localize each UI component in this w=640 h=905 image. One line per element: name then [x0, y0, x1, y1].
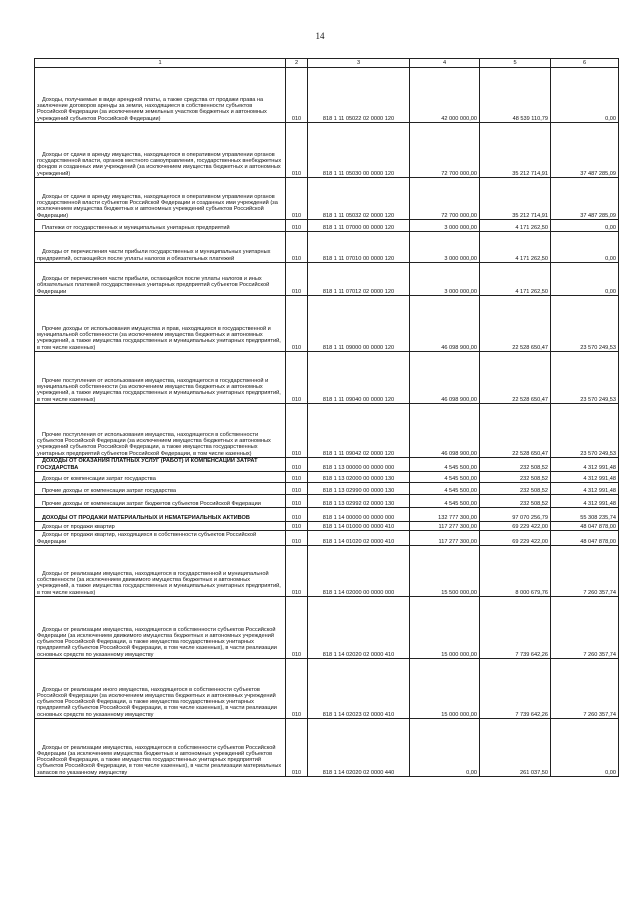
row-budget-code-cell — [308, 522, 410, 531]
row-unexecuted-cell — [551, 495, 619, 508]
row-budget-code: 818 1 11 09000 00 0000 120 — [322, 344, 395, 351]
row-line-code-cell — [286, 296, 308, 352]
row-approved: 132 777 300,00 — [438, 514, 477, 521]
row-executed-cell — [480, 719, 551, 777]
row-executed: 35 212 714,91 — [512, 212, 548, 219]
row-unexecuted-cell — [551, 68, 619, 123]
row-unexecuted: 7 260 357,74 — [583, 711, 616, 718]
row-executed: 22 528 650,47 — [512, 344, 548, 351]
row-unexecuted: 0,00 — [605, 224, 616, 231]
row-name: Доходы от реализации имущества, находящегося в собственности субъектов Российской Федерации (за исключением движимого имущества бюджетных и автономных учреждений субъектов Российской Федерации, а также имущества государственных унитарных предприятий субъектов Российской Федерации, в том числе казенных), в части реализации основных средств по указанному имуществу — [37, 626, 277, 658]
row-line-code-cell — [286, 404, 308, 458]
row-name-cell — [35, 458, 286, 472]
table-row — [35, 483, 619, 495]
row-executed: 4 171 262,50 — [515, 224, 548, 231]
row-executed-cell — [480, 178, 551, 220]
row-approved-cell — [410, 483, 480, 495]
row-unexecuted: 0,00 — [605, 255, 616, 262]
column-header: 1 — [35, 59, 286, 68]
row-line-code-cell — [286, 531, 308, 546]
table-row — [35, 178, 619, 220]
row-approved-cell — [410, 296, 480, 352]
row-budget-code: 818 1 11 05030 00 0000 120 — [322, 170, 395, 177]
row-name: Доходы от перечисления части прибыли государственных и муниципальных унитарных предприятий, остающейся после уплаты налогов и обязательных платежей — [37, 249, 271, 262]
row-approved: 46 098 900,00 — [441, 396, 477, 403]
row-name-cell — [35, 123, 286, 178]
row-line-code-cell — [286, 458, 308, 472]
row-budget-code-cell — [308, 483, 410, 495]
table-row — [35, 472, 619, 483]
row-budget-code-cell — [308, 296, 410, 352]
column-header: 6 — [551, 59, 619, 68]
row-line-code: 010 — [291, 344, 302, 351]
row-budget-code: 818 1 14 01020 02 0000 410 — [322, 538, 395, 545]
row-unexecuted-cell — [551, 719, 619, 777]
row-executed: 232 508,52 — [520, 464, 548, 471]
column-header: 4 — [410, 59, 480, 68]
row-name-cell — [35, 719, 286, 777]
row-budget-code: 818 1 13 02000 00 0000 130 — [322, 475, 395, 482]
row-unexecuted-cell — [551, 296, 619, 352]
row-unexecuted: 0,00 — [605, 769, 616, 776]
row-line-code: 010 — [291, 651, 302, 658]
column-header: 5 — [480, 59, 551, 68]
row-approved-cell — [410, 404, 480, 458]
row-approved: 4 545 500,00 — [444, 500, 477, 507]
row-name: Прочие доходы от компенсации затрат государства — [42, 487, 177, 494]
row-approved-cell — [410, 263, 480, 296]
row-unexecuted: 7 260 357,74 — [583, 651, 616, 658]
row-approved: 3 000 000,00 — [444, 288, 477, 295]
row-approved-cell — [410, 546, 480, 597]
row-line-code: 010 — [291, 475, 302, 482]
row-line-code: 010 — [291, 212, 302, 219]
row-line-code-cell — [286, 483, 308, 495]
table-row — [35, 263, 619, 296]
row-unexecuted-cell — [551, 178, 619, 220]
row-unexecuted: 37 487 285,09 — [580, 212, 616, 219]
row-line-code: 010 — [291, 396, 302, 403]
row-unexecuted: 4 312 991,48 — [583, 475, 616, 482]
row-budget-code: 818 1 14 01000 00 0000 410 — [322, 523, 395, 530]
row-executed-cell — [480, 68, 551, 123]
row-name: ДОХОДЫ ОТ ПРОДАЖИ МАТЕРИАЛЬНЫХ И НЕМАТЕРИАЛЬНЫХ АКТИВОВ — [42, 514, 250, 521]
row-line-code: 010 — [291, 711, 302, 718]
row-unexecuted: 37 487 285,09 — [580, 170, 616, 177]
row-line-code-cell — [286, 597, 308, 659]
row-approved: 117 277 300,00 — [438, 538, 477, 545]
row-budget-code: 818 1 13 00000 00 0000 000 — [322, 464, 395, 471]
row-line-code: 010 — [291, 170, 302, 177]
row-approved-cell — [410, 68, 480, 123]
row-approved-cell — [410, 659, 480, 719]
table-row — [35, 220, 619, 232]
row-unexecuted-cell — [551, 404, 619, 458]
row-unexecuted-cell — [551, 546, 619, 597]
row-unexecuted-cell — [551, 659, 619, 719]
row-approved-cell — [410, 178, 480, 220]
row-budget-code: 818 1 14 00000 00 0000 000 — [322, 514, 395, 521]
row-executed-cell — [480, 483, 551, 495]
row-name-cell — [35, 522, 286, 531]
row-budget-code-cell — [308, 123, 410, 178]
row-budget-code: 818 1 14 02000 00 0000 000 — [322, 589, 395, 596]
row-approved: 3 000 000,00 — [444, 255, 477, 262]
row-budget-code-cell — [308, 719, 410, 777]
row-name: Доходы от сдачи в аренду имущества, находящегося в оперативном управлении органов государственной власти субъектов Российской Федерации и созданных ими учреждений (за исключением имущества бюджетных и автономных учреждений субъектов Российской Федерации) — [37, 193, 278, 219]
row-executed: 48 539 110,79 — [512, 115, 548, 122]
row-line-code-cell — [286, 68, 308, 123]
row-budget-code: 818 1 11 07012 02 0000 120 — [322, 288, 395, 295]
row-approved: 72 700 000,00 — [441, 170, 477, 177]
row-line-code: 010 — [291, 589, 302, 596]
row-name-cell — [35, 404, 286, 458]
row-executed: 232 508,52 — [520, 475, 548, 482]
row-approved: 42 000 000,00 — [441, 115, 477, 122]
row-executed: 232 508,52 — [520, 500, 548, 507]
row-name-cell — [35, 659, 286, 719]
row-approved-cell — [410, 495, 480, 508]
row-budget-code-cell — [308, 597, 410, 659]
row-unexecuted: 7 260 357,74 — [583, 589, 616, 596]
row-line-code: 010 — [291, 115, 302, 122]
row-approved: 46 098 900,00 — [441, 344, 477, 351]
row-executed-cell — [480, 472, 551, 483]
row-budget-code: 818 1 14 02023 02 0000 410 — [322, 711, 395, 718]
row-name-cell — [35, 597, 286, 659]
row-line-code-cell — [286, 352, 308, 404]
row-executed-cell — [480, 546, 551, 597]
row-line-code-cell — [286, 495, 308, 508]
row-line-code: 010 — [291, 450, 302, 457]
row-approved-cell — [410, 123, 480, 178]
row-budget-code-cell — [308, 220, 410, 232]
row-line-code-cell — [286, 232, 308, 263]
row-executed: 8 000 679,76 — [515, 589, 548, 596]
table-row — [35, 546, 619, 597]
row-unexecuted-cell — [551, 483, 619, 495]
table-row — [35, 123, 619, 178]
table-row — [35, 522, 619, 531]
row-executed: 22 528 650,47 — [512, 396, 548, 403]
table-row — [35, 495, 619, 508]
row-name: Доходы от реализации имущества, находящегося в государственной и муниципальной собственности (за исключением движимого имущества бюджетных и автономных учреждений, а также имущества государственных и муниципальных унитарных предприятий, в том числе казенных) — [37, 570, 281, 596]
row-executed-cell — [480, 508, 551, 522]
row-executed-cell — [480, 659, 551, 719]
row-budget-code-cell — [308, 531, 410, 546]
row-unexecuted-cell — [551, 352, 619, 404]
row-name: Доходы от продажи квартир, находящихся в собственности субъектов Российской Федерации — [37, 532, 257, 545]
row-line-code: 010 — [291, 538, 302, 545]
row-budget-code: 818 1 11 09040 00 0000 120 — [322, 396, 395, 403]
table-row — [35, 68, 619, 123]
row-name: Доходы от реализации имущества, находящегося в собственности субъектов Российской Федерации (за исключением имущества бюджетных и автономных учреждений субъектов Российской Федерации, а также имущества государственных унитарных предприятий субъектов Российской Федерации, в том числе казенных), в части реализации материальных запасов по указанному имуществу — [37, 744, 282, 776]
row-unexecuted: 4 312 991,48 — [583, 500, 616, 507]
row-executed: 232 508,52 — [520, 487, 548, 494]
row-executed: 4 171 262,50 — [515, 255, 548, 262]
row-budget-code: 818 1 11 09042 02 0000 120 — [322, 450, 395, 457]
row-unexecuted-cell — [551, 220, 619, 232]
column-header: 3 — [308, 59, 410, 68]
row-name: Доходы от компенсации затрат государства — [42, 475, 156, 482]
row-unexecuted: 23 570 249,53 — [580, 450, 616, 457]
row-unexecuted-cell — [551, 123, 619, 178]
row-executed: 35 212 714,91 — [512, 170, 548, 177]
row-budget-code: 818 1 13 02992 02 0000 130 — [322, 500, 395, 507]
row-budget-code-cell — [308, 495, 410, 508]
row-line-code-cell — [286, 178, 308, 220]
row-executed-cell — [480, 232, 551, 263]
row-unexecuted-cell — [551, 472, 619, 483]
row-executed-cell — [480, 123, 551, 178]
row-name-cell — [35, 296, 286, 352]
revenue-table — [34, 58, 619, 777]
row-name-cell — [35, 263, 286, 296]
row-approved-cell — [410, 220, 480, 232]
row-name-cell — [35, 352, 286, 404]
row-executed-cell — [480, 458, 551, 472]
row-name-cell — [35, 546, 286, 597]
row-executed-cell — [480, 220, 551, 232]
row-budget-code: 818 1 11 05032 02 0000 120 — [322, 212, 395, 219]
row-line-code: 010 — [291, 523, 302, 530]
row-line-code-cell — [286, 220, 308, 232]
row-unexecuted: 48 047 878,00 — [580, 523, 616, 530]
row-executed-cell — [480, 522, 551, 531]
row-name-cell — [35, 232, 286, 263]
row-budget-code: 818 1 14 02020 02 0000 410 — [322, 651, 395, 658]
row-name-cell — [35, 472, 286, 483]
row-approved: 0,00 — [466, 769, 477, 776]
row-budget-code: 818 1 13 02990 00 0000 130 — [322, 487, 395, 494]
row-approved-cell — [410, 508, 480, 522]
row-budget-code-cell — [308, 404, 410, 458]
row-line-code-cell — [286, 263, 308, 296]
row-executed: 7 739 642,26 — [515, 711, 548, 718]
row-executed-cell — [480, 263, 551, 296]
row-unexecuted-cell — [551, 597, 619, 659]
row-name: Доходы от продажи квартир — [42, 523, 115, 530]
row-approved: 4 545 500,00 — [444, 475, 477, 482]
row-executed-cell — [480, 352, 551, 404]
row-executed-cell — [480, 531, 551, 546]
row-executed: 4 171 262,50 — [515, 288, 548, 295]
row-executed-cell — [480, 597, 551, 659]
row-budget-code: 818 1 11 05022 02 0000 120 — [322, 115, 395, 122]
row-executed: 7 739 642,26 — [515, 651, 548, 658]
row-approved-cell — [410, 232, 480, 263]
row-approved: 117 277 300,00 — [438, 523, 477, 530]
row-approved-cell — [410, 597, 480, 659]
row-name-cell — [35, 531, 286, 546]
row-name: Платежи от государственных и муниципальных унитарных предприятий — [42, 224, 230, 231]
row-name: Прочие доходы от компенсации затрат бюджетов субъектов Российской Федерации — [42, 500, 261, 507]
row-budget-code-cell — [308, 68, 410, 123]
row-budget-code-cell — [308, 352, 410, 404]
row-executed: 69 229 422,00 — [512, 538, 548, 545]
table-row — [35, 508, 619, 522]
row-executed-cell — [480, 404, 551, 458]
table-row — [35, 531, 619, 546]
row-budget-code: 818 1 11 07010 00 0000 120 — [322, 255, 395, 262]
row-line-code-cell — [286, 546, 308, 597]
row-name-cell — [35, 508, 286, 522]
row-approved-cell — [410, 458, 480, 472]
row-line-code: 010 — [291, 288, 302, 295]
row-executed: 22 528 650,47 — [512, 450, 548, 457]
page-number: 14 — [315, 31, 325, 41]
table-row — [35, 597, 619, 659]
row-unexecuted-cell — [551, 508, 619, 522]
row-line-code-cell — [286, 508, 308, 522]
row-line-code: 010 — [291, 224, 302, 231]
row-unexecuted: 0,00 — [605, 288, 616, 295]
row-approved-cell — [410, 522, 480, 531]
table-row — [35, 458, 619, 472]
row-approved-cell — [410, 531, 480, 546]
row-approved: 46 098 900,00 — [441, 450, 477, 457]
row-name: Прочие поступления от использования имущества, находящегося в государственной и муниципальной собственности (за исключением имущества бюджетных и автономных учреждений, а также имущества государственных и муниципальных унитарных предприятий, в том числе казенных) — [37, 377, 281, 403]
row-unexecuted: 23 570 249,53 — [580, 396, 616, 403]
row-name: Доходы от сдачи в аренду имущества, находящегося в оперативном управлении органов государственной власти, органов местного самоуправления, государственных внебюджетных фондов и созданных ими учреждений (за исключением имущества бюджетных и автономных учреждений) — [37, 151, 282, 177]
row-unexecuted-cell — [551, 531, 619, 546]
row-approved: 3 000 000,00 — [444, 224, 477, 231]
row-line-code: 010 — [291, 514, 302, 521]
row-unexecuted-cell — [551, 263, 619, 296]
row-name-cell — [35, 68, 286, 123]
row-unexecuted-cell — [551, 522, 619, 531]
column-header: 2 — [286, 59, 308, 68]
table-row — [35, 352, 619, 404]
row-unexecuted: 0,00 — [605, 115, 616, 122]
table-row — [35, 232, 619, 263]
row-name: Доходы от перечисления части прибыли, остающейся после уплаты налогов и иных обязательных платежей государственных унитарных предприятий субъектов Российской Федерации — [37, 276, 270, 295]
row-budget-code-cell — [308, 458, 410, 472]
row-line-code: 010 — [291, 487, 302, 494]
row-name-cell — [35, 483, 286, 495]
row-budget-code-cell — [308, 263, 410, 296]
row-budget-code-cell — [308, 508, 410, 522]
row-approved-cell — [410, 472, 480, 483]
row-line-code-cell — [286, 719, 308, 777]
row-executed-cell — [480, 296, 551, 352]
row-budget-code: 818 1 11 07000 00 0000 120 — [322, 224, 395, 231]
row-line-code: 010 — [291, 255, 302, 262]
row-budget-code-cell — [308, 472, 410, 483]
table-row — [35, 659, 619, 719]
row-budget-code-cell — [308, 232, 410, 263]
row-name-cell — [35, 495, 286, 508]
row-executed-cell — [480, 495, 551, 508]
row-name: Доходы, получаемые в виде арендной платы, а также средства от продажи права на заключение договоров аренды за земли, находящиеся в собственности субъектов Российской Федерации (за исключением земельных участков бюджетных и автономных учреждений субъектов Российской Федерации) — [37, 96, 267, 122]
row-approved: 72 700 000,00 — [441, 212, 477, 219]
row-unexecuted: 4 312 991,48 — [583, 487, 616, 494]
row-line-code-cell — [286, 522, 308, 531]
row-unexecuted-cell — [551, 458, 619, 472]
row-unexecuted: 55 308 235,74 — [580, 514, 616, 521]
table-header-row — [35, 59, 619, 68]
row-unexecuted: 48 047 878,00 — [580, 538, 616, 545]
row-executed: 69 229 422,00 — [512, 523, 548, 530]
row-name: Прочие доходы от использования имущества и прав, находящихся в государственной и муниципальной собственности (за исключением имущества бюджетных и автономных учреждений, а также имущества государственных и муниципальных унитарных предприятий, в том числе казенных) — [37, 325, 281, 351]
table-row — [35, 296, 619, 352]
row-unexecuted-cell — [551, 232, 619, 263]
row-approved: 15 000 000,00 — [441, 651, 477, 658]
row-executed: 261 037,50 — [520, 769, 548, 776]
row-unexecuted: 4 312 991,48 — [583, 464, 616, 471]
row-executed: 97 070 256,79 — [512, 514, 548, 521]
row-line-code: 010 — [291, 769, 302, 776]
row-approved: 4 545 500,00 — [444, 464, 477, 471]
row-name: Прочие поступления от использования имущества, находящегося в собственности субъектов Российской Федерации (за исключением имущества бюджетных и автономных учреждений субъектов Российской Федерации, а также имущества государственных унитарных предприятий субъектов Российской Федерации, в том числе казенных) — [37, 431, 271, 457]
table-row — [35, 719, 619, 777]
row-approved-cell — [410, 352, 480, 404]
row-name: Доходы от реализации иного имущества, находящегося в собственности субъектов Российской Федерации (за исключением имущества бюджетных и автономных учреждений субъектов Российской Федерации, а также имущества государственных унитарных предприятий субъектов Российской Федерации, в том числе казенных), в части реализации основных средств по указанному имуществу — [37, 686, 277, 718]
row-budget-code-cell — [308, 178, 410, 220]
row-approved-cell — [410, 719, 480, 777]
row-unexecuted: 23 570 249,53 — [580, 344, 616, 351]
row-line-code-cell — [286, 472, 308, 483]
row-line-code-cell — [286, 123, 308, 178]
row-budget-code-cell — [308, 659, 410, 719]
row-line-code-cell — [286, 659, 308, 719]
row-approved: 15 500 000,00 — [441, 589, 477, 596]
row-approved: 4 545 500,00 — [444, 487, 477, 494]
row-budget-code: 818 1 14 02020 02 0000 440 — [322, 769, 395, 776]
row-line-code: 010 — [291, 500, 302, 507]
row-budget-code-cell — [308, 546, 410, 597]
row-name: ДОХОДЫ ОТ ОКАЗАНИЯ ПЛАТНЫХ УСЛУГ (РАБОТ) И КОМПЕНСАЦИИ ЗАТРАТ ГОСУДАРСТВА — [37, 458, 258, 471]
row-name-cell — [35, 178, 286, 220]
row-line-code: 010 — [291, 464, 302, 471]
row-approved: 15 000 000,00 — [441, 711, 477, 718]
row-name-cell — [35, 220, 286, 232]
table-row — [35, 404, 619, 458]
